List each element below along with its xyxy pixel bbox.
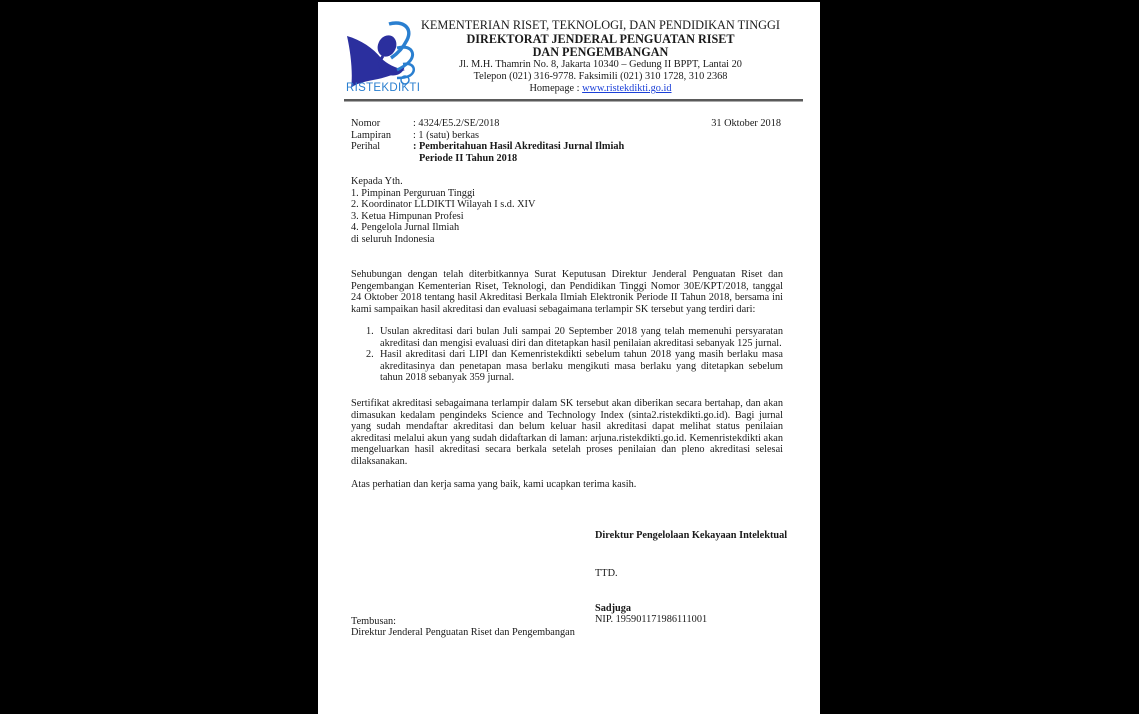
nomor-label: Nomor xyxy=(351,118,381,129)
ministry-name: KEMENTERIAN RISET, TEKNOLOGI, DAN PENDIDIKAN TINGGI xyxy=(421,18,780,32)
perihal-label: Perihal xyxy=(351,141,381,153)
letter-meta xyxy=(351,118,781,168)
results-list-item xyxy=(366,349,783,384)
list-text: Hasil akreditasi dari LIPI dan Kemenristekdikti sebelum tahun 2018 yang masih berlaku masa akreditasinya dan penetapan masa berlaku mengikuti masa berlaku yang ditetapkan sebelum tahun 2018 sebanyak 359 jurnal. xyxy=(380,349,783,384)
signatory-name: Sadjuga xyxy=(595,603,632,614)
homepage-label: Homepage : xyxy=(529,83,583,94)
list-number: 2. xyxy=(366,349,374,361)
certificate-paragraph: Sertifikat akreditasi sebagaimana terlampir dalam SK tersebut akan diberikan secara bertahap, dan akan dimasukan kedalam pengindeks Science and Technology Index (sinta2.ristekdikti.go.id). Bagi jurnal yang sudah mendaftar akreditasi dan belum keluar hasil akreditasi dapat melihat status penilaian akreditasi melalui akun yang sudah didaftarkan di laman: arjuna.ristekdikti.go.id. Kemenristekdikti akan mengeluarkan hasil akreditasi secara berkala setelah proses penilaian dan pleno akreditasi selesai dilaksanakan. xyxy=(351,398,783,467)
recipients-greeting: Kepada Yth. xyxy=(351,176,403,187)
directorate-name-line2: DAN PENGEMBANGAN xyxy=(532,45,669,59)
intro-paragraph: Sehubungan dengan telah diterbitkannya Surat Keputusan Direktur Jenderal Penguatan Riset dan Pengembangan Kementerian Riset, Teknologi, dan Pendidikan Tinggi Nomor 30E/KPT/2018, tanggal 24 Oktober 2018 tentang hasil Akreditasi Berkala Ilmiah Elektronik Periode II Tahun 2018, bersama ini kami sampaikan hasil akreditasi dan evaluasi sebagaimana terlampir SK tersebut yang terdiri dari: xyxy=(351,269,783,315)
letter-date: 31 Oktober 2018 xyxy=(711,118,781,129)
signature-ttd: TTD. xyxy=(595,568,618,579)
recipient-item: 2. Koordinator LLDIKTI Wilayah I s.d. XIV xyxy=(351,199,536,210)
logo-wordmark: RISTEKDIKTI xyxy=(346,82,421,94)
letterhead-divider xyxy=(344,99,803,102)
perihal-value-line1: : Pemberitahuan Hasil Akreditasi Jurnal Ilmiah xyxy=(413,141,625,153)
homepage-line xyxy=(418,83,783,95)
directorate-name-line1: DIREKTORAT JENDERAL PENGUATAN RISET xyxy=(466,32,735,46)
document-page xyxy=(318,2,820,714)
recipients xyxy=(351,176,535,245)
recipient-item: 1. Pimpinan Perguruan Tinggi xyxy=(351,187,475,199)
signatory-nip: NIP. 195901171986111001 xyxy=(595,614,708,625)
phone-fax: Telepon (021) 316-9778. Faksimili (021) 310 1728, 310 2368 xyxy=(473,71,728,82)
cc-label: Tembusan: xyxy=(351,616,397,627)
homepage-link[interactable]: www.ristekdikti.go.id xyxy=(582,83,672,94)
recipients-location: di seluruh Indonesia xyxy=(351,233,435,245)
list-text: Usulan akreditasi dari bulan Juli sampai 20 September 2018 yang telah memenuhi persyaratan akreditasi dan mengisi evaluasi diri dan ditetapkan hasil penilaian akreditasi sebanyak 125 jurnal. xyxy=(380,326,783,349)
list-number: 1. xyxy=(366,326,374,337)
cc-recipient: Direktur Jenderal Penguatan Riset dan Pengembangan xyxy=(351,627,575,638)
signatory-title: Direktur Pengelolaan Kekayaan Intelektual xyxy=(595,530,788,541)
nomor-value: : 4324/E5.2/SE/2018 xyxy=(413,118,500,129)
address: Jl. M.H. Thamrin No. 8, Jakarta 10340 – Gedung II BPPT, Lantai 20 xyxy=(459,59,742,70)
closing-paragraph: Atas perhatian dan kerja sama yang baik, kami ucapkan terima kasih. xyxy=(351,479,637,490)
recipient-item: 3. Ketua Himpunan Profesi xyxy=(351,210,464,222)
results-list xyxy=(366,326,783,384)
recipient-item: 4. Pengelola Jurnal Ilmiah xyxy=(351,222,460,233)
perihal-value-line2: Periode II Tahun 2018 xyxy=(419,152,518,164)
lampiran-label: Lampiran xyxy=(351,129,392,141)
results-list-item xyxy=(366,326,783,349)
lampiran-value: : 1 (satu) berkas xyxy=(413,129,480,141)
